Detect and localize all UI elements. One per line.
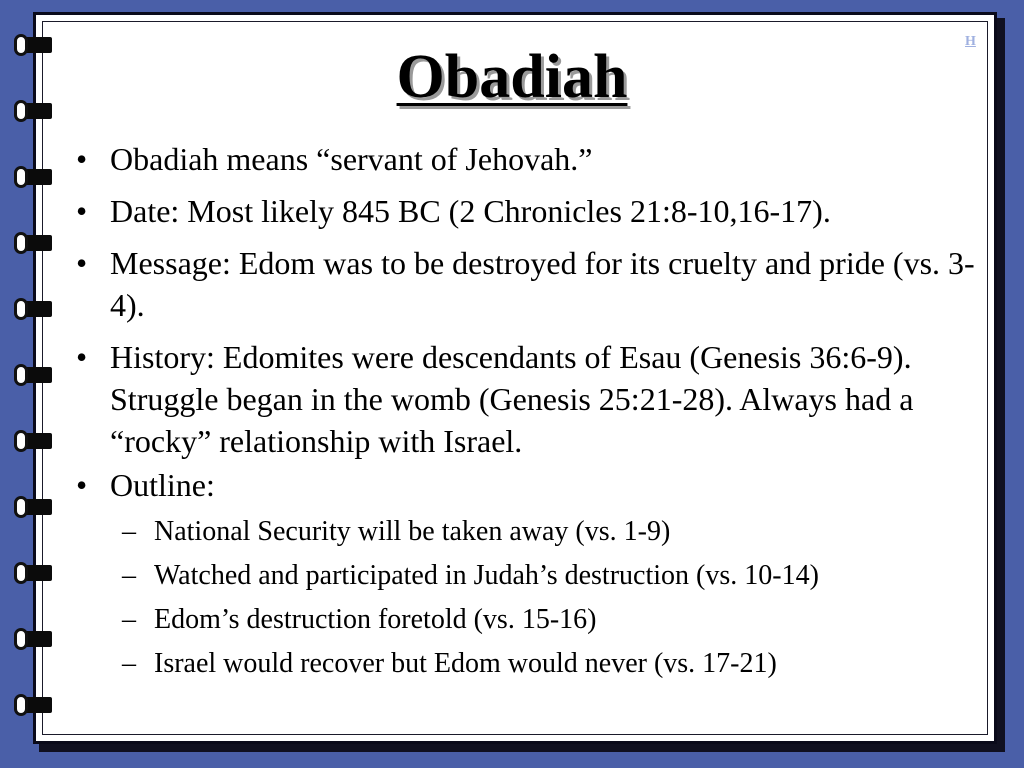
outline-text: Watched and participated in Judah’s destruction (vs. 10-14): [154, 560, 819, 591]
outline-item: [110, 554, 984, 598]
list-item: [74, 464, 984, 686]
binder-ring-icon: [14, 166, 54, 188]
binder-ring-icon: [14, 364, 54, 386]
binder-ring-icon: [14, 694, 54, 716]
list-item: [74, 242, 984, 326]
binder-ring-icon: [14, 298, 54, 320]
dash-icon: –: [122, 604, 136, 635]
bullet-icon: •: [76, 193, 88, 229]
bullet-icon: •: [76, 467, 88, 503]
bullet-text: Obadiah means “servant of Jehovah.”: [110, 141, 593, 177]
binder-ring-icon: [14, 430, 54, 452]
outline-list: [110, 510, 984, 686]
dash-icon: –: [122, 560, 136, 591]
outline-item: [110, 510, 984, 554]
dash-icon: –: [122, 516, 136, 547]
binder-ring-icon: [14, 232, 54, 254]
bullet-text: Message: Edom was to be destroyed for its cruelty and pride (vs. 3-4).: [110, 245, 975, 323]
outline-text: National Security will be taken away (vs. 1-9): [154, 516, 671, 547]
list-item: [74, 190, 984, 232]
bullet-text: History: Edomites were descendants of Esau (Genesis 36:6-9). Struggle began in the womb (Genesis 25:21-28). Always had a “rocky” relationship with Israel.: [110, 339, 914, 459]
slide-title: Obadiah: [396, 43, 628, 111]
dash-icon: –: [122, 648, 136, 679]
binder-ring-icon: [14, 628, 54, 650]
bullet-text: Outline:: [110, 467, 215, 503]
outline-text: Edom’s destruction foretold (vs. 15-16): [154, 604, 597, 635]
bullet-icon: •: [76, 141, 88, 177]
bullet-icon: •: [76, 339, 88, 375]
outline-item: [110, 642, 984, 686]
list-item: [74, 138, 984, 180]
bullet-icon: •: [76, 245, 88, 281]
bullet-text: Date: Most likely 845 BC (2 Chronicles 21:8-10,16-17).: [110, 193, 831, 229]
outline-text: Israel would recover but Edom would never (vs. 17-21): [154, 648, 777, 679]
outline-item: [110, 598, 984, 642]
home-link[interactable]: H: [965, 34, 976, 49]
binder-ring-icon: [14, 496, 54, 518]
bullet-list: [74, 138, 984, 696]
list-item: [74, 336, 984, 462]
binder-ring-icon: [14, 562, 54, 584]
